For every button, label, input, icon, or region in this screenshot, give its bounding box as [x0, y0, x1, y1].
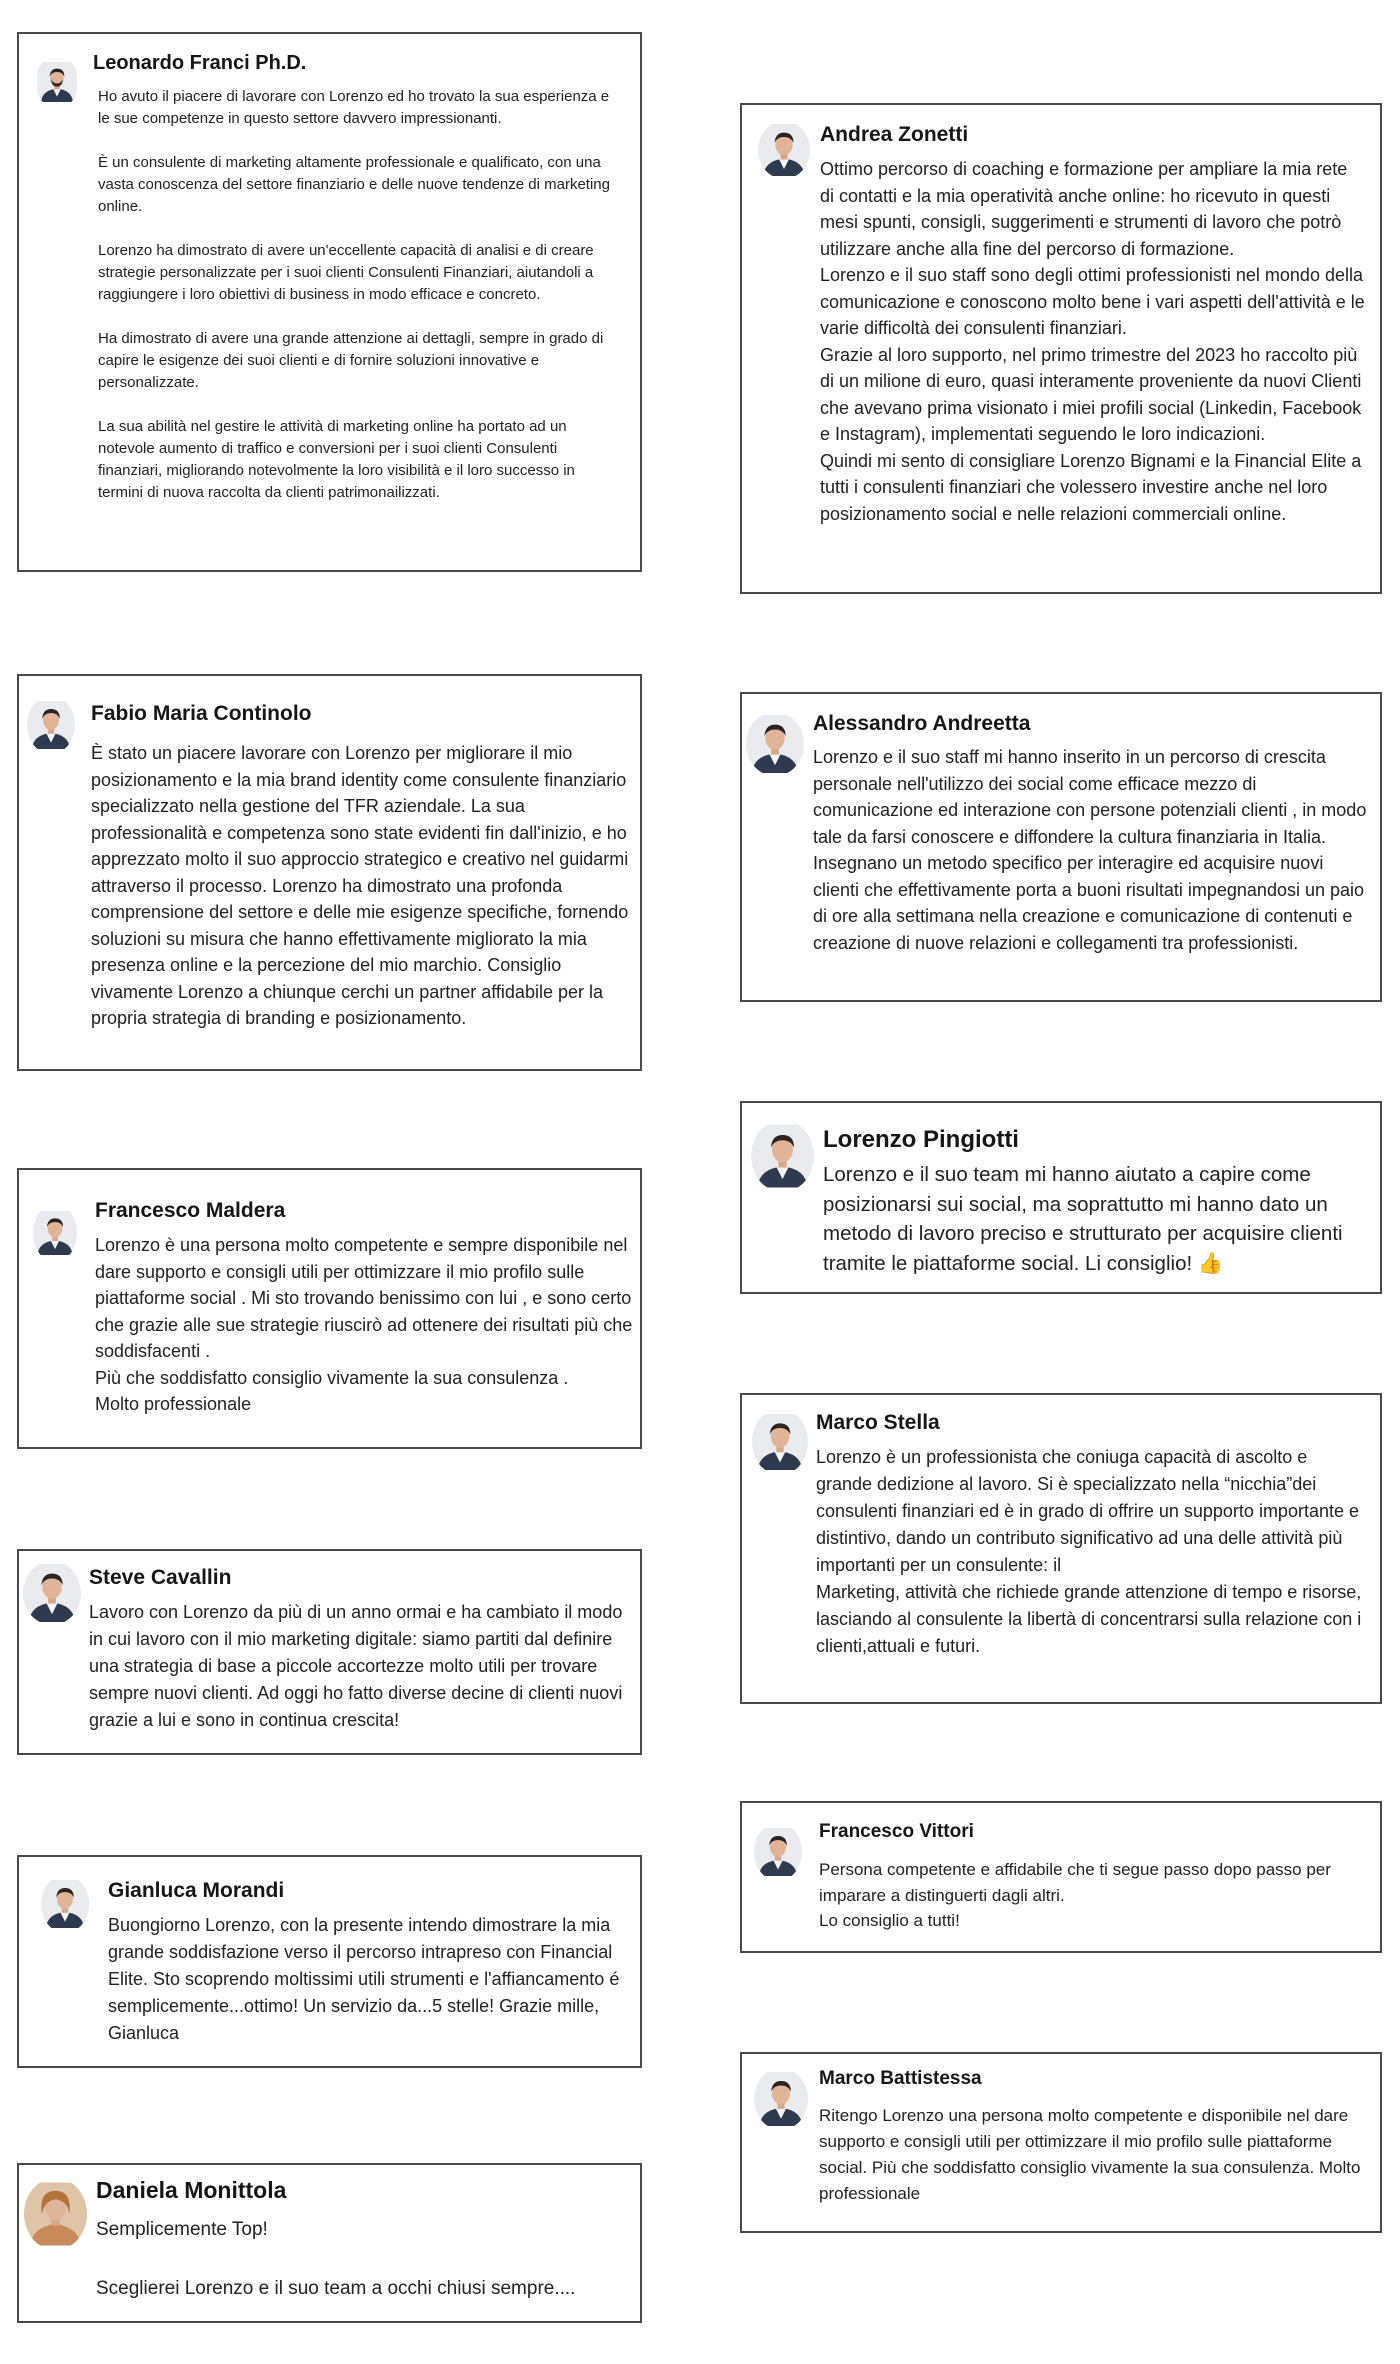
avatar: [751, 1120, 814, 1192]
testimonial-card: [740, 103, 1382, 594]
testimonial-text: Lorenzo e il suo staff mi hanno inserito in un percorso di crescita personale nell'utilizzo dei social come efficace mezzo di comunicazione ed interazione con persone potenziali clienti , in modo tale da farsi conoscere e diffondere la cultura finanziaria in Italia. Insegnano un metodo specifico per interagire ed acquisire nuovi clienti che effettivamente porta a buoni risultati impegnandosi un paio di ore alla settimana nella creazione e comunicazione di contenuti e creazione di nuove relazioni e collegamenti tra professionisti.: [813, 747, 1367, 953]
avatar: [23, 1561, 81, 1625]
testimonial-text: Lorenzo e il suo team mi hanno aiutato a capire come posizionarsi sui social, ma soprattutto mi hanno dato un metodo di lavoro preciso e strutturato per acquisire clienti tramite le piattaforme social. Li consiglio! 👍: [823, 1163, 1343, 1275]
reviewer-name: Francesco Maldera: [95, 1199, 286, 1222]
testimonial-paragraph: La sua abilità nel gestire le attività di marketing online ha portato ad un notevole aumento di traffico e conversioni per i suoi clienti Consulenti finanziari, migliorando notevolmente la loro visibilità e il loro successo in termini di nuova raccolta da clienti patrimonailizzati.: [98, 418, 575, 501]
testimonial-paragraph: Ho avuto il piacere di lavorare con Lorenzo ed ho trovato la sua esperienza e le sue competenze in questo settore davvero impressionanti.: [98, 88, 610, 127]
testimonial-text: Lorenzo è una persona molto competente e sempre disponibile nel dare supporto e consigli utili per ottimizzare il mio profilo sulle piattaforme social . Mi sto trovando benissimo con lui , e sono certo che grazie alle sue strategie riuscirò ad ottenere dei risultati più che soddisfacenti . Più che soddisfatto consiglio vivamente la sua consulenza . Molto professionale: [95, 1235, 633, 1414]
avatar: [24, 2178, 87, 2250]
testimonial-paragraph: Lorenzo ha dimostrato di avere un'eccellente capacità di analisi e di creare strategie personalizzate per i suoi clienti Consulenti Finanziari, aiutandoli a raggiungere i loro obiettivi di business in modo efficace e concreto.: [98, 242, 594, 303]
testimonial-paragraph: Semplicemente Top!: [96, 2219, 268, 2240]
testimonial-card: [17, 32, 642, 572]
reviewer-name: Francesco Vittori: [819, 1821, 974, 1842]
testimonial-text: Ritengo Lorenzo una persona molto competente e disponibile nel dare supporto e consigli utili per ottimizzare il mio profilo sulle piattaforme social. Più che soddisfatto consiglio vivamente la sua consulenza. Molto professionale: [819, 2106, 1361, 2203]
reviewer-name: Marco Stella: [816, 1411, 940, 1434]
avatar: [754, 1823, 802, 1881]
avatar: [27, 696, 75, 754]
testimonial-text: Lorenzo è un professionista che coniuga capacità di ascolto e grande dedizione al lavoro. Si è specializzato nella “nicchia”dei consulenti finanziari ed è in grado di offrire un supporto importante e distintivo, dando un contributo significativo ad una delle attività più importanti per un consulente: il Marketing, attività che richiede grande attenzione di tempo e risorse, lasciando al consulente la libertà di concentrarsi sulla relazione con i clienti,attuali e futuri.: [816, 1447, 1362, 1656]
reviewer-name: Marco Battistessa: [819, 2068, 982, 2089]
testimonial-card: [17, 1168, 642, 1449]
avatar: [37, 56, 77, 108]
avatar: [758, 121, 810, 179]
avatar: [754, 2068, 808, 2130]
avatar: [752, 1409, 808, 1475]
testimonial-card: [740, 1101, 1382, 1294]
reviewer-name: Gianluca Morandi: [108, 1879, 285, 1902]
reviewer-name: Fabio Maria Continolo: [91, 702, 312, 725]
avatar: [746, 712, 804, 776]
testimonial-text: Buongiorno Lorenzo, con la presente intendo dimostrare la mia grande soddisfazione verso il percorso intrapreso con Financial Elite. Sto scoprendo moltissimi utili strumenti e l'affiancamento é semplicemente...ottimo! Un servizio da...5 stelle! Grazie mille, Gianluca: [108, 1915, 620, 2043]
testimonial-card: [740, 692, 1382, 1002]
testimonial-text: [98, 86, 624, 504]
testimonial-text: Ottimo percorso di coaching e formazione per ampliare la mia rete di contatti e la mia operatività anche online: ho ricevuto in questi mesi spunti, consigli, suggerimenti e strumenti di lavoro che potrò utilizzare anche alla fine del percorso di formazione. Lorenzo e il suo staff sono degli ottimi professionisti nel mondo della comunicazione e conoscono molto bene i vari aspetti dell'attività e le varie difficoltà dei consulenti finanziari. Grazie al loro supporto, nel primo trimestre del 2023 ho raccolto più di un milione di euro, quasi interamente proveniente da nuovi Clienti che avevano prima visionato i miei profili social (Linkedin, Facebook e Instagram), implementati seguendo le loro indicazioni. Quindi mi sento di consigliare Lorenzo Bignami e la Financial Elite a tutti i consulenti finanziari che volessero investire anche nel loro posizionamento social e nelle relazioni commerciali online.: [820, 159, 1365, 524]
avatar: [41, 1875, 89, 1933]
reviewer-name: Andrea Zonetti: [820, 123, 969, 146]
reviewer-name: Leonardo Franci Ph.D.: [93, 52, 307, 74]
testimonial-text: È stato un piacere lavorare con Lorenzo per migliorare il mio posizionamento e la mia brand identity come consulente finanziario specializzato nella gestione del TFR aziendale. La sua professionalità e competenza sono state evidenti fin dall'inizio, e ho apprezzato molto il suo approccio strategico e creativo nel guidarmi attraverso il processo. Lorenzo ha dimostrato una profonda comprensione del settore e delle mie esigenze specifiche, fornendo soluzioni su misura che hanno effettivamente migliorato la mia presenza online e la percezione del mio marchio. Consiglio vivamente Lorenzo a chiunque cerchi un partner affidabile per la propria strategia di branding e posizionamento.: [91, 743, 629, 1028]
testimonial-paragraph: Ha dimostrato di avere una grande attenzione ai dettagli, sempre in grado di capire le esigenze dei suoi clienti e di fornire soluzioni innovative e personalizzate.: [98, 330, 604, 391]
testimonial-text: Persona competente e affidabile che ti segue passo dopo passo per imparare a distinguerti dagli altri. Lo consiglio a tutti!: [819, 1860, 1331, 1930]
testimonial-paragraph: È un consulente di marketing altamente professionale e qualificato, con una vasta conoscenza del settore finanziario e delle nuove tendenze di marketing online.: [98, 154, 610, 215]
testimonial-card: [17, 1549, 642, 1755]
reviewer-name: Alessandro Andreetta: [813, 712, 1031, 735]
testimonial-paragraph: Sceglierei Lorenzo e il suo team a occhi chiusi sempre....: [96, 2278, 576, 2299]
reviewer-name: Steve Cavallin: [89, 1566, 232, 1589]
testimonial-card: [17, 1855, 642, 2068]
testimonial-text: Lavoro con Lorenzo da più di un anno ormai e ha cambiato il modo in cui lavoro con il mio marketing digitale: siamo partiti dal definire una strategia di base a piccole accortezze molto utili per trovare sempre nuovi clienti. Ad oggi ho fatto diverse decine di clienti nuovi grazie a lui e sono in continua crescita!: [89, 1602, 623, 1730]
avatar: [33, 1204, 77, 1262]
reviewer-name: Lorenzo Pingiotti: [823, 1126, 1019, 1153]
testimonial-card: [740, 2052, 1382, 2233]
testimonial-card: [740, 1801, 1382, 1953]
reviewer-name: Daniela Monittola: [96, 2177, 287, 2203]
testimonial-card: [740, 1393, 1382, 1704]
testimonial-card: [17, 2163, 642, 2323]
testimonial-text: [96, 2217, 636, 2302]
testimonial-card: [17, 674, 642, 1071]
